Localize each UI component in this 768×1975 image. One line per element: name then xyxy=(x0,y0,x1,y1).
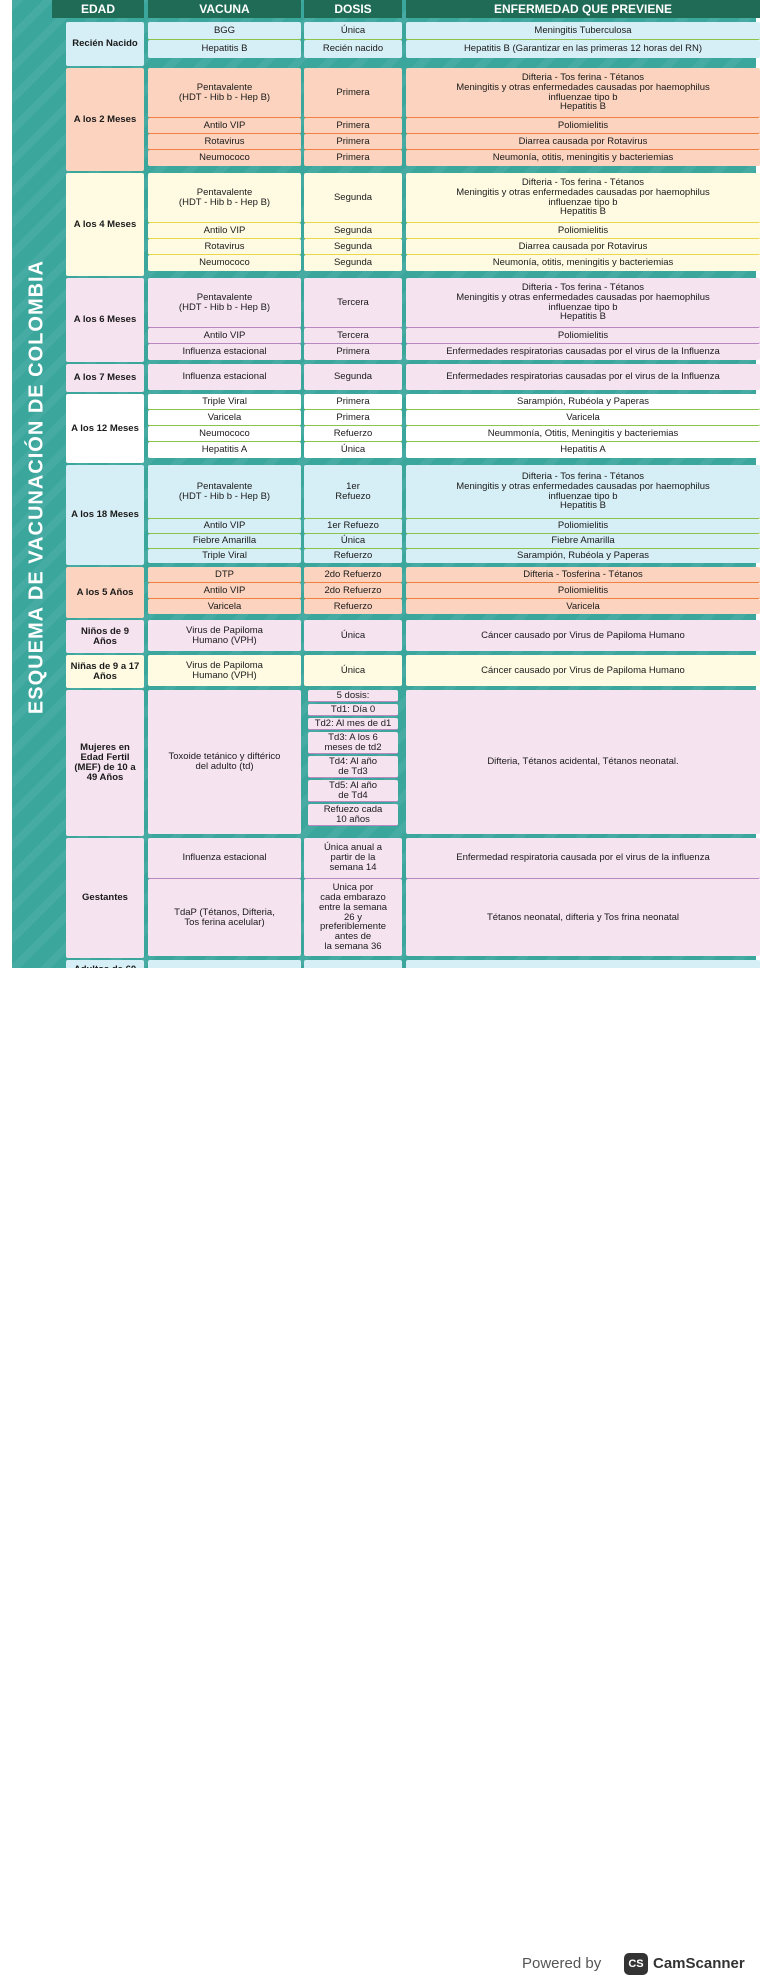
header-edad: EDAD xyxy=(52,0,144,18)
dose-cell: Refuezo cada 10 años xyxy=(308,804,398,826)
dose-cell: Segunda xyxy=(304,239,402,255)
disease-cell: Fiebre Amarilla xyxy=(406,534,760,549)
disease-cell: Tétanos neonatal, difteria y Tos frina neonatal xyxy=(406,879,760,956)
dose-cell: Td4: Al año de Td3 xyxy=(308,756,398,778)
scanner-footer xyxy=(0,968,768,1972)
dose-cell: 5 dosis: xyxy=(308,690,398,702)
vaccine-cell: Pentavalente (HDT - Hib b - Hep B) xyxy=(148,68,301,118)
age-cell: A los 12 Meses xyxy=(66,394,144,463)
age-cell: A los 18 Meses xyxy=(66,465,144,565)
dose-cell: Primera xyxy=(304,150,402,166)
dose-cell: 1er Refuezo xyxy=(304,465,402,519)
vaccine-cell: Influenza estacional xyxy=(148,364,301,390)
dose-cell: Primera xyxy=(304,394,402,410)
disease-cell: Difteria - Tos ferina - Tétanos Meningitis y otras enfermedades causadas por haemophilus influenzae tipo b Hepatitis B xyxy=(406,465,760,519)
disease-cell: Neumonía, otitis, meningitis y bacteriemias xyxy=(406,150,760,166)
vaccine-cell: Antilo VIP xyxy=(148,328,301,344)
vaccine-cell: DTP xyxy=(148,567,301,583)
vaccine-cell: Pentavalente (HDT - Hib b - Hep B) xyxy=(148,278,301,328)
disease-cell: Cáncer causado por Virus de Papiloma Humano xyxy=(406,655,760,686)
dose-cell: Primera xyxy=(304,68,402,118)
vaccine-cell: Varicela xyxy=(148,599,301,614)
disease-cell: Sarampión, Rubéola y Paperas xyxy=(406,394,760,410)
vaccine-cell: Virus de Papiloma Humano (VPH) xyxy=(148,620,301,651)
disease-cell: Poliomielitis xyxy=(406,118,760,134)
disease-cell: Cáncer causado por Virus de Papiloma Humano xyxy=(406,620,760,651)
dose-cell: Tercera xyxy=(304,278,402,328)
disease-cell: Enfermedad respiratoria causada por el virus de la influenza xyxy=(406,838,760,879)
header-vacuna: VACUNA xyxy=(148,0,301,18)
vaccination-sheet xyxy=(12,0,756,968)
dose-cell: Refuerzo xyxy=(304,426,402,442)
disease-cell: Difteria, Tétanos acidental, Tétanos neonatal. xyxy=(406,690,760,834)
disease-cell: Enfermedades respiratorias causadas por el virus de la Influenza xyxy=(406,344,760,360)
vaccine-cell: Neumococo xyxy=(148,426,301,442)
dose-cell: Td3: A los 6 meses de td2 xyxy=(308,732,398,754)
vaccine-cell: Neumococo xyxy=(148,255,301,271)
disease-cell: Diarrea causada por Rotavirus xyxy=(406,239,760,255)
vaccine-cell: Triple Viral xyxy=(148,549,301,563)
disease-cell: Poliomielitis xyxy=(406,583,760,599)
header-dosis: DOSIS xyxy=(304,0,402,18)
age-cell: Niñas de 9 a 17 Años xyxy=(66,655,144,688)
dose-cell: Única xyxy=(304,22,402,40)
dose-cell: Primera xyxy=(304,134,402,150)
dose-cell: Única anual a partir de la semana 14 xyxy=(304,838,402,879)
vaccine-cell: Triple Viral xyxy=(148,394,301,410)
disease-cell: Poliomielitis xyxy=(406,328,760,344)
dose-cell: Única xyxy=(304,534,402,549)
vaccine-cell: Fiebre Amarilla xyxy=(148,534,301,549)
age-cell: Gestantes xyxy=(66,838,144,958)
age-cell: A los 2 Meses xyxy=(66,68,144,171)
camscanner-brand: CamScanner xyxy=(653,1955,745,1972)
dose-cell: 2do Refuerzo xyxy=(304,567,402,583)
age-cell: A los 5 Años xyxy=(66,567,144,618)
side-title: ESQUEMA DE VACUNACIÓN DE COLOMBIA xyxy=(25,259,48,715)
disease-cell: Sarampión, Rubéola y Paperas xyxy=(406,549,760,563)
dose-cell: 1er Refuezo xyxy=(304,519,402,534)
powered-by-text: Powered by xyxy=(522,1955,602,1972)
vaccine-cell: Influenza estacional xyxy=(148,344,301,360)
dose-cell: Segunda xyxy=(304,173,402,223)
dose-cell: Segunda xyxy=(304,255,402,271)
age-cell: Niños de 9 Años xyxy=(66,620,144,653)
disease-cell: Difteria - Tos ferina - Tétanos Meningitis y otras enfermedades causadas por haemophilus influenzae tipo b Hepatitis B xyxy=(406,173,760,223)
disease-cell: Meningitis Tuberculosa xyxy=(406,22,760,40)
age-cell: Mujeres en Edad Fertil (MEF) de 10 a 49 Años xyxy=(66,690,144,836)
disease-cell: Neummonía, Otitis, Meningitis y bacteriemias xyxy=(406,426,760,442)
vaccine-cell: Rotavirus xyxy=(148,239,301,255)
dose-cell: Refuerzo xyxy=(304,599,402,614)
dose-cell: Td1: Día 0 xyxy=(308,704,398,716)
vaccine-cell: BGG xyxy=(148,22,301,40)
vaccine-cell: TdaP (Tétanos, Difteria, Tos ferina acelular) xyxy=(148,879,301,956)
dose-cell: Td5: Al año de Td4 xyxy=(308,780,398,802)
disease-cell: Difteria - Tosferina - Tétanos xyxy=(406,567,760,583)
disease-cell: Hepatitis A xyxy=(406,442,760,458)
age-cell: Recién Nacido xyxy=(66,22,144,66)
disease-cell: Hepatitis B (Garantizar en las primeras 12 horas del RN) xyxy=(406,40,760,58)
vaccine-cell: Rotavirus xyxy=(148,134,301,150)
disease-cell: Neumonía, otitis, meningitis y bacteriemias xyxy=(406,255,760,271)
dose-cell: Unica por cada embarazo entre la semana 26 y preferiblemente antes de la semana 36 xyxy=(304,879,402,956)
disease-cell: Enfermedades respiratorias causadas por el virus de la Influenza xyxy=(406,364,760,390)
vaccine-cell: Virus de Papiloma Humano (VPH) xyxy=(148,655,301,686)
dose-cell: Refuerzo xyxy=(304,549,402,563)
dose-cell: Recién nacido xyxy=(304,40,402,58)
vaccine-cell: Antilo VIP xyxy=(148,583,301,599)
dose-cell: Td2: Al mes de d1 xyxy=(308,718,398,730)
vaccine-cell: Varicela xyxy=(148,410,301,426)
vaccine-cell: Hepatitis B xyxy=(148,40,301,58)
disease-cell: Diarrea causada por Rotavirus xyxy=(406,134,760,150)
vaccine-cell: Antilo VIP xyxy=(148,223,301,239)
vaccine-cell: Antilo VIP xyxy=(148,519,301,534)
dose-cell: Primera xyxy=(304,410,402,426)
disease-cell: Difteria - Tos ferina - Tétanos Meningitis y otras enfermedades causadas por haemophilus influenzae tipo b Hepatitis B xyxy=(406,278,760,328)
dose-cell: Única xyxy=(304,442,402,458)
dose-cell: Segunda xyxy=(304,364,402,390)
disease-cell: Poliomielitis xyxy=(406,519,760,534)
dose-cell: Única xyxy=(304,620,402,651)
side-title-band xyxy=(18,0,56,968)
dose-cell: Primera xyxy=(304,344,402,360)
dose-cell: Única xyxy=(304,655,402,686)
dose-cell: Tercera xyxy=(304,328,402,344)
vaccine-cell: Influenza estacional xyxy=(148,838,301,879)
vaccine-cell: Hepatitis A xyxy=(148,442,301,458)
vaccine-cell: Toxoide tetánico y diftérico del adulto (td) xyxy=(148,690,301,834)
dose-cell: 2do Refuerzo xyxy=(304,583,402,599)
camscanner-logo-icon: CS xyxy=(624,1953,648,1975)
dose-cell: Primera xyxy=(304,118,402,134)
vaccine-cell: Pentavalente (HDT - Hib b - Hep B) xyxy=(148,465,301,519)
disease-cell: Difteria - Tos ferina - Tétanos Meningitis y otras enfermedades causadas por haemophilus influenzae tipo b Hepatitis B xyxy=(406,68,760,118)
disease-cell: Varicela xyxy=(406,410,760,426)
age-cell: A los 4 Meses xyxy=(66,173,144,276)
age-cell: A los 6 Meses xyxy=(66,278,144,362)
header-enfermedad: ENFERMEDAD QUE PREVIENE xyxy=(406,0,760,18)
disease-cell: Poliomielitis xyxy=(406,223,760,239)
age-cell: A los 7 Meses xyxy=(66,364,144,392)
vaccine-cell: Neumococo xyxy=(148,150,301,166)
dose-cell: Segunda xyxy=(304,223,402,239)
vaccine-cell: Pentavalente (HDT - Hib b - Hep B) xyxy=(148,173,301,223)
disease-cell: Varicela xyxy=(406,599,760,614)
vaccine-cell: Antilo VIP xyxy=(148,118,301,134)
